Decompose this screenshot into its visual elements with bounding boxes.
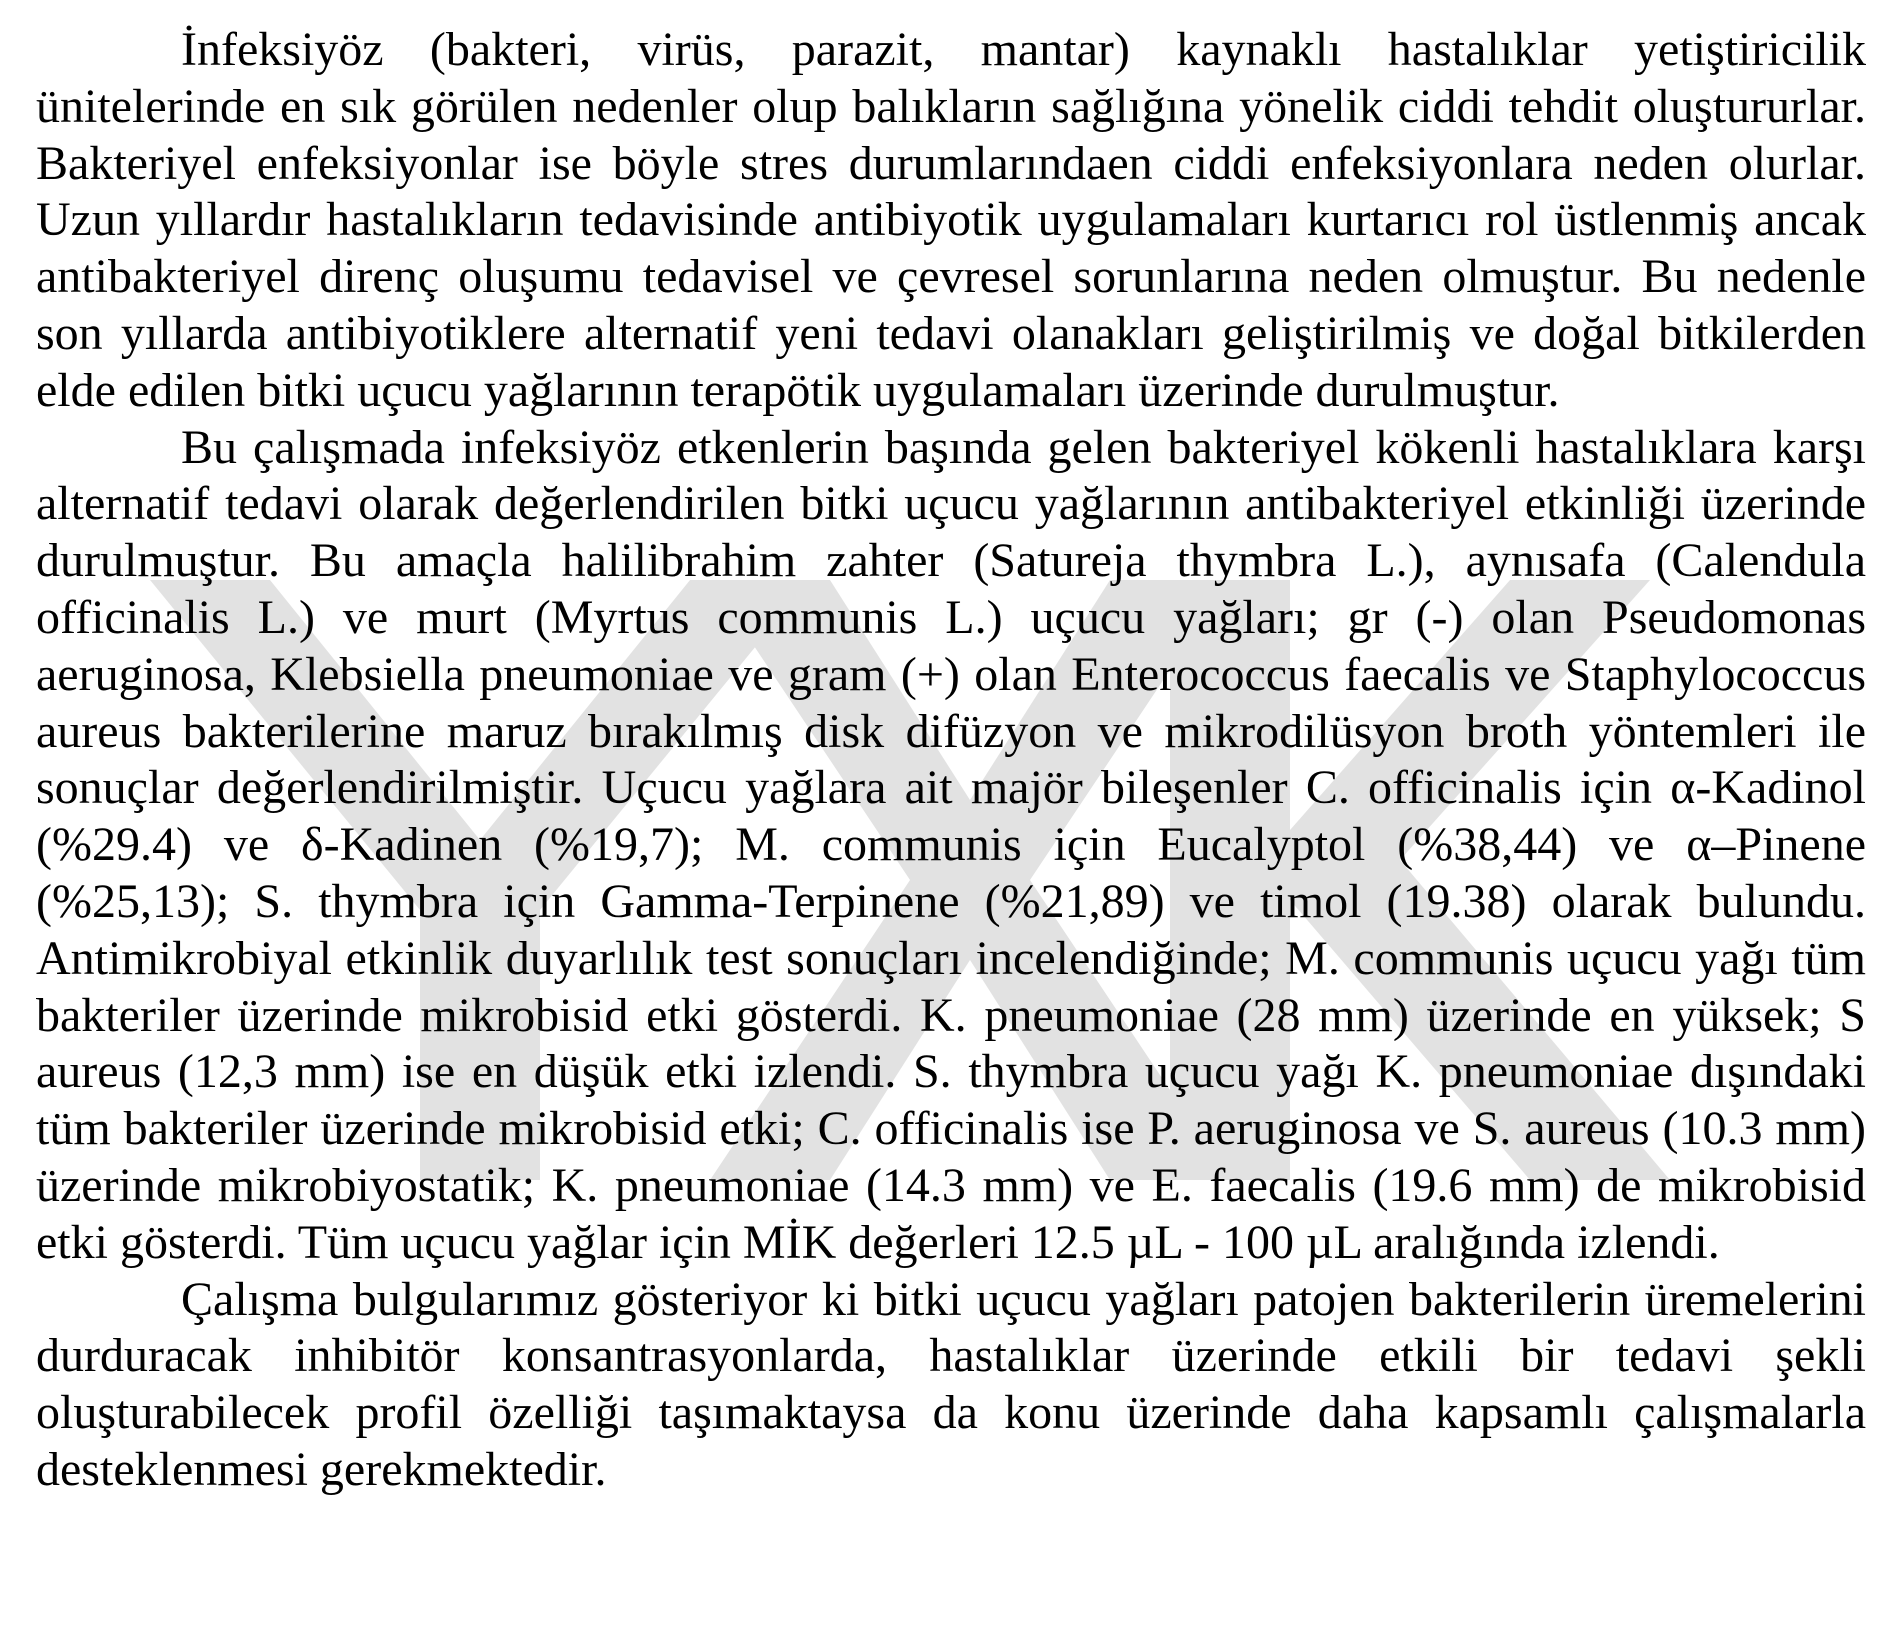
document-body (36, 22, 1866, 1499)
paragraph-introduction: İnfeksiyöz (bakteri, virüs, parazit, mantar) kaynaklı hastalıklar yetiştiricilik ünitelerinde en sık görülen nedenler olup balıkların sağlığına yönelik ciddi tehdit oluştururlar. Bakteriyel enfeksiyonlar ise böyle stres durumlarındaen ciddi enfeksiyonlara neden olurlar. Uzun yıllardır hastalıkların tedavisinde antibiyotik uygulamaları kurtarıcı rol üstlenmiş ancak antibakteriyel direnç oluşumu tedavisel ve çevresel sorunlarına neden olmuştur. Bu nedenle son yıllarda antibiyotiklere alternatif yeni tedavi olanakları geliştirilmiş ve doğal bitkilerden elde edilen bitki uçucu yağlarının terapötik uygulamaları üzerinde durulmuştur. (36, 23, 1866, 417)
paragraph-methods-results: Bu çalışmada infeksiyöz etkenlerin başında gelen bakteriyel kökenli hastalıklara karşı alternatif tedavi olarak değerlendirilen bitki uçucu yağlarının antibakteriyel etkinliği üzerinde durulmuştur. Bu amaçla halilibrahim zahter (Satureja thymbra L.), aynısafa (Calendula officinalis L.) ve murt (Myrtus communis L.) uçucu yağları; gr (-) olan Pseudomonas aeruginosa, Klebsiella pneumoniae ve gram (+) olan Enterococcus faecalis ve Staphylococcus aureus bakterilerine maruz bırakılmış disk difüzyon ve mikrodilüsyon broth yöntemleri ile sonuçlar değerlendirilmiştir. Uçucu yağlara ait majör bileşenler C. officinalis için α-Kadinol (%29.4) ve δ-Kadinen (%19,7); M. communis için Eucalyptol (%38,44) ve α–Pinene (%25,13); S. thymbra için Gamma-Terpinene (%21,89) ve timol (19.38) olarak bulundu. Antimikrobiyal etkinlik duyarlılık test sonuçları incelendiğinde; M. communis uçucu yağı tüm bakteriler üzerinde mikrobisid etki gösterdi. K. pneumoniae (28 mm) üzerinde en yüksek; S aureus (12,3 mm) ise en düşük etki izlendi. S. thymbra uçucu yağı K. pneumoniae dışındaki tüm bakteriler üzerinde mikrobisid etki; C. officinalis ise P. aeruginosa ve S. aureus (10.3 mm) üzerinde mikrobiyostatik; K. pneumoniae (14.3 mm) ve E. faecalis (19.6 mm) de mikrobisid etki gösterdi. Tüm uçucu yağlar için MİK değerleri 12.5 µL - 100 µL aralığında izlendi. (36, 420, 1866, 1269)
paragraph-conclusion: Çalışma bulgularımız gösteriyor ki bitki uçucu yağları patojen bakterilerin üremelerini durduracak inhibitör konsantrasyonlarda, hastalıklar üzerinde etkili bir tedavi şekli oluşturabilecek profil özelliği taşımaktaysa da konu üzerinde daha kapsamlı çalışmalarla desteklenmesi gerekmektedir. (36, 1272, 1866, 1496)
